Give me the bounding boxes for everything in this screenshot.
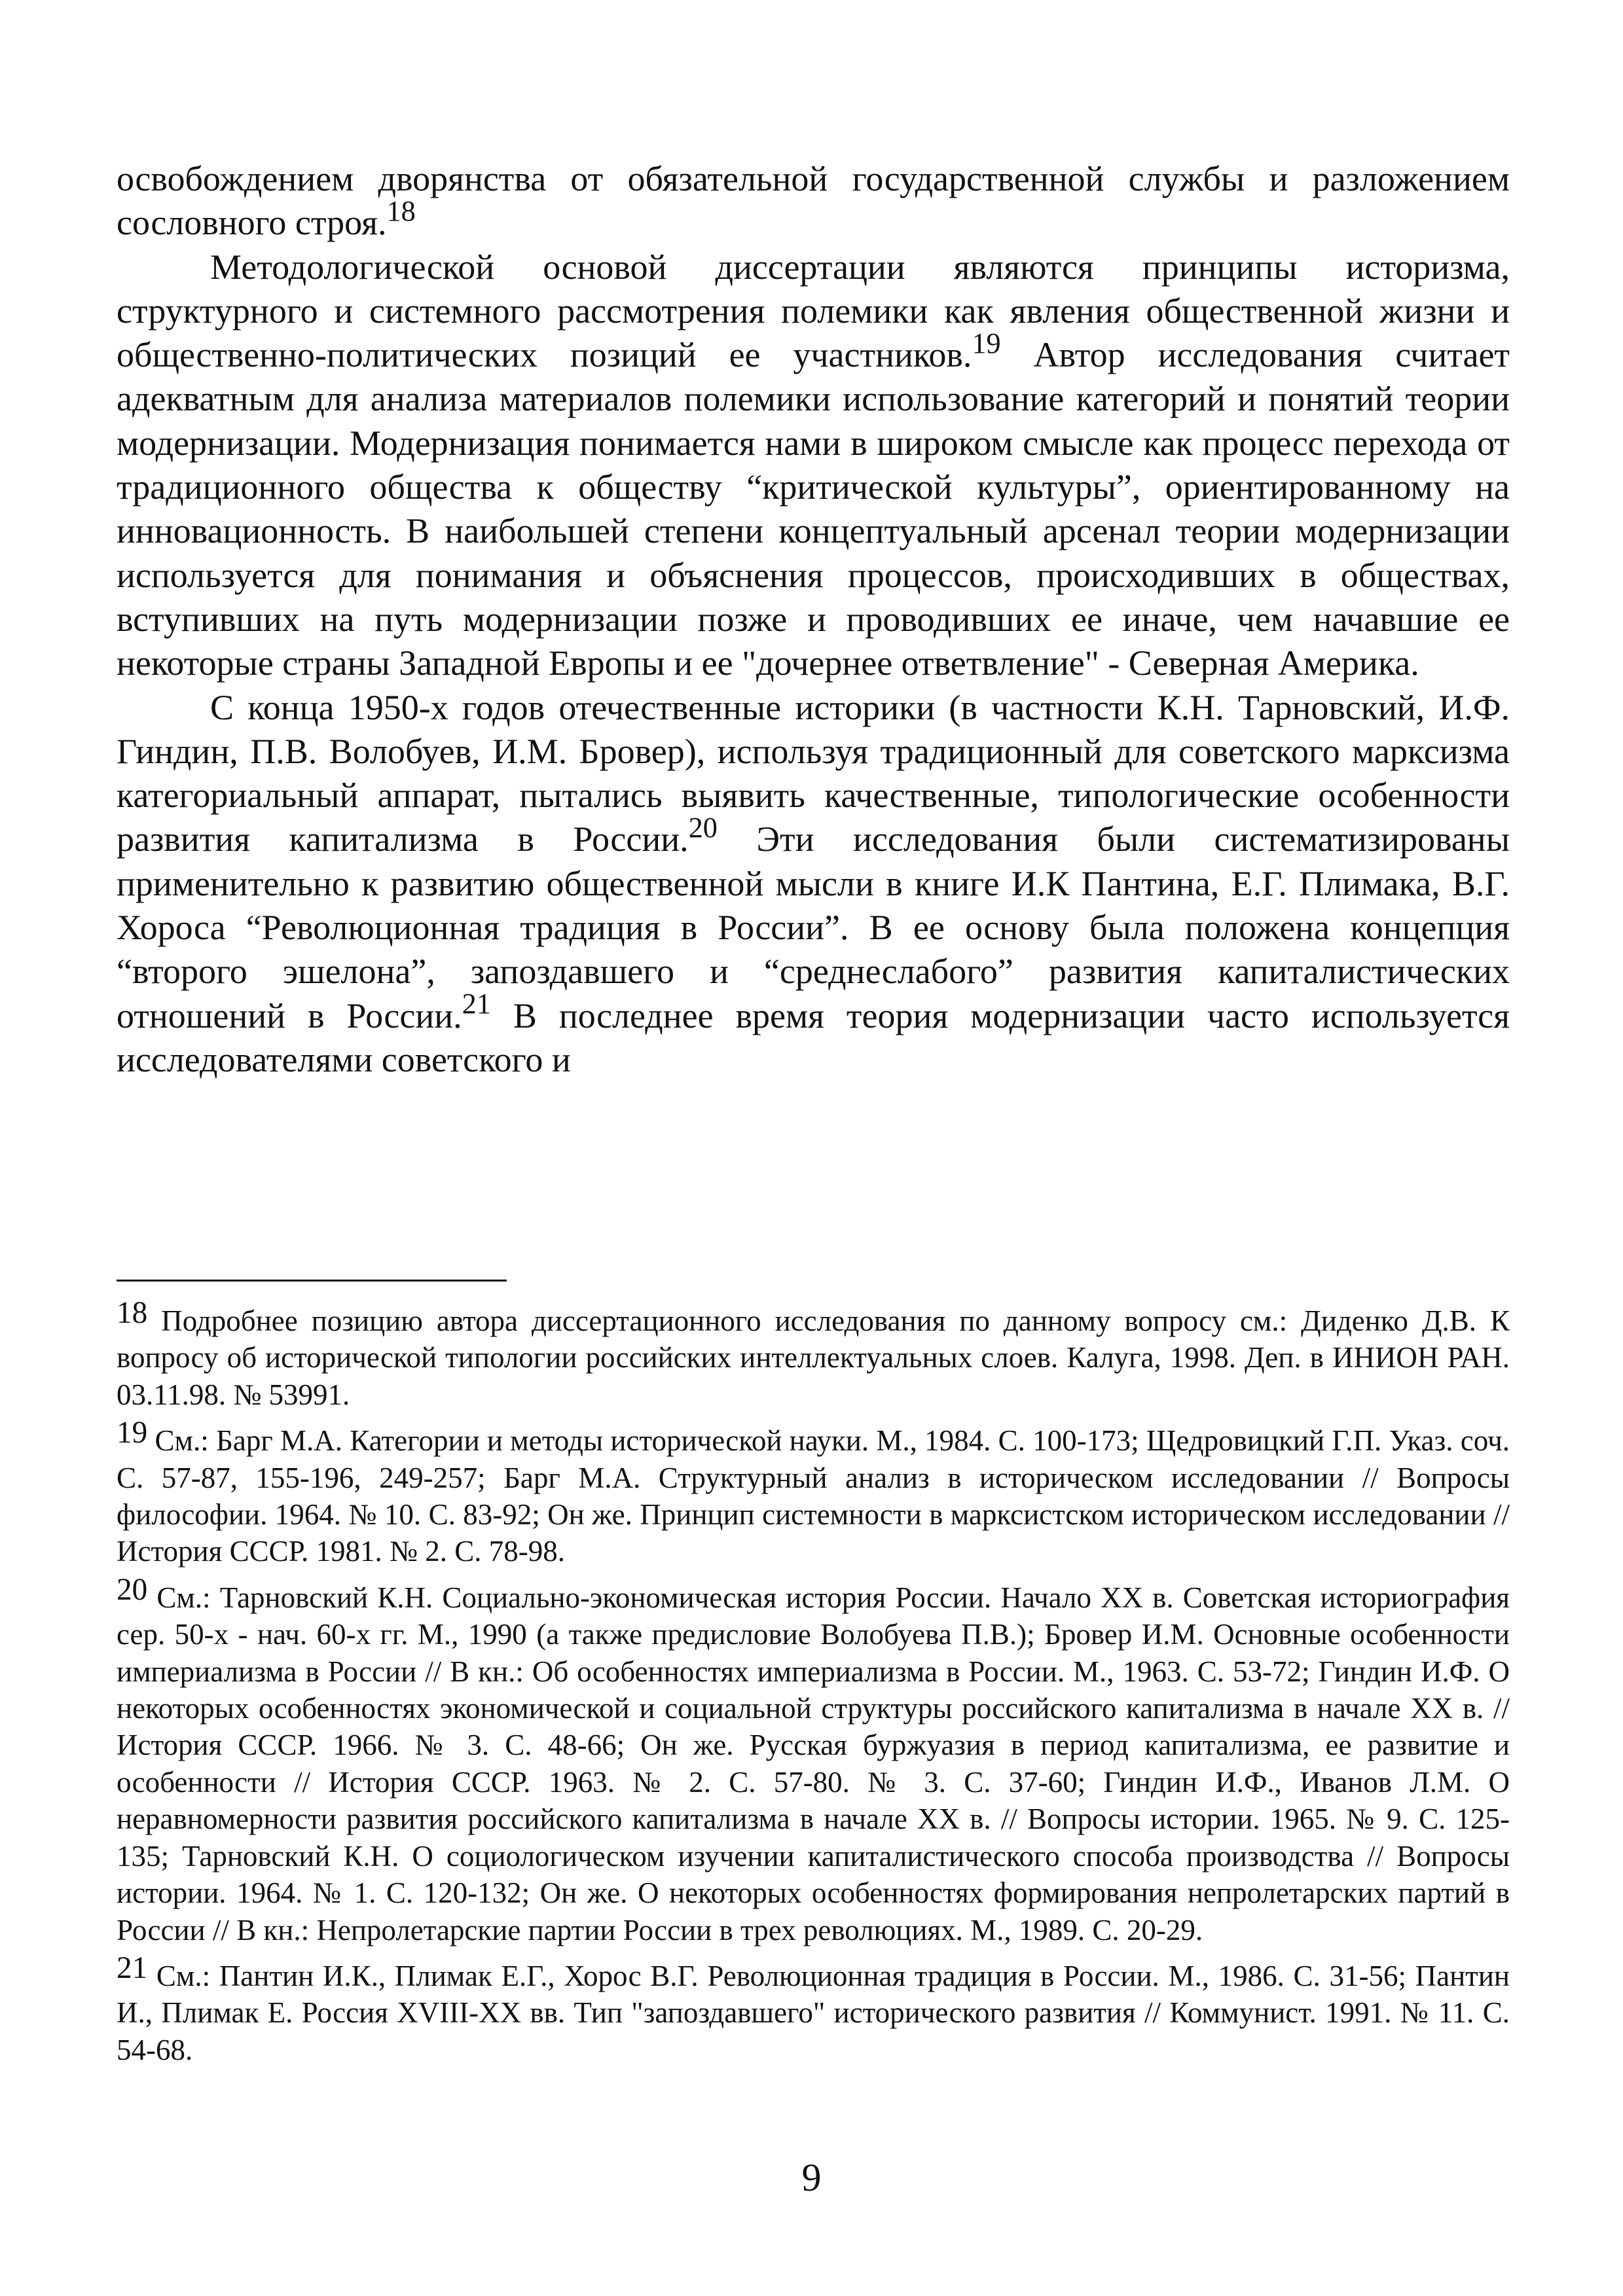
footnote-20: [117, 1572, 1510, 1948]
paragraph-1-text: освобождением дворянства от обязательной государственной службы и разложением сословного строя.: [117, 159, 1510, 243]
page-number: 9: [801, 2156, 822, 2199]
footnote-text: См.: Тарновский К.Н. Социально-экономическая история России. Начало XX в. Советская историография сер. 50-х - нач. 60-х гг. М., 1990 (а также предисловие Волобуева П.В.); Бровер И.М. Основные особенности империализма в России // В кн.: Об особенностях империализма в России. М., 1963. С. 53-72; Гиндин И.Ф. О некоторых особенностях экономической и социальной структуры российского капитализма в начале XX в. // История СССР. 1966. № 3. С. 48-66; Он же. Русская буржуазия в период капитализма, ее развитие и особенности // История СССР. 1963. № 2. С. 57-80. № 3. С. 37-60; Гиндин И.Ф., Иванов Л.М. О неравномерности развития российского капитализма в начале XX в. // Вопросы истории. 1965. № 9. С. 125-135; Тарновский К.Н. О социологическом изучении капиталистического способа производства // Вопросы истории. 1964. № 1. С. 120-132; Он же. О некоторых особенностях формирования непролетарских партий в России // В кн.: Непролетарские партии России в трех революциях. М., 1989. С. 20-29.: [117, 1581, 1510, 1946]
footnote-ref-19[interactable]: 19: [972, 327, 1001, 359]
paragraph-3-text-a: С конца 1950-х годов отечественные историки (в частности К.Н. Тарновский, И.Ф. Гиндин, П.В. Волобуев, И.М. Бровер), используя традиционный для советского марксизма категориальный аппарат, пытались выявить качественные, типологические особенности развития капитализма в России.: [117, 687, 1510, 859]
paragraph-3-text-b: Эти исследования были систематизированы применительно к развитию общественной мысли в книге И.К Пантина, Е.Г. Плимака, В.Г. Хороса “Революционная традиция в России”. В ее основу была положена концепция “второго эшелона”, запоздавшего и “среднеслабого” развития капиталистических отношений в России.: [117, 819, 1510, 1035]
footnote-number: 18: [117, 1295, 148, 1330]
footnotes: [117, 1295, 1510, 2077]
footnote-text: См.: Пантин И.К., Плимак Е.Г., Хорос В.Г. Революционная традиция в России. М., 1986. С. 31-56; Пантин И., Плимак Е. Россия XVIII-XX вв. Тип "запоздавшего" исторического развития // Коммунист. 1991. № 11. С. 54-68.: [117, 1959, 1510, 2066]
paragraph-2: [117, 245, 1510, 686]
footnote-ref-18[interactable]: 18: [386, 195, 416, 228]
paragraph-2-text-b: Автор исследования считает адекватным для анализа материалов полемики использование категорий и понятий теории модернизации. Модернизация понимается нами в широком смысле как процесс перехода от традиционного общества к обществу “критической культуры”, ориентированному на инновационность. В наибольшей степени концептуальный арсенал теории модернизации используется для понимания и объяснения процессов, происходивших в обществах, вступивших на путь модернизации позже и проводивших ее иначе, чем начавшие ее некоторые страны Западной Европы и ее "дочернее ответвление" - Северная Америка.: [117, 335, 1510, 683]
footnote-21: [117, 1950, 1510, 2068]
footnote-separator: [117, 1280, 507, 1282]
paragraph-3-text-c: В последнее время теория модернизации часто используется исследователями советского и: [117, 996, 1510, 1079]
footnote-text: См.: Барг М.А. Категории и методы исторической науки. М., 1984. С. 100-173; Щедровицкий Г.П. Указ. соч. С. 57-87, 155-196, 249-257; Барг М.А. Структурный анализ в историческом исследовании // Вопросы философии. 1964. № 10. С. 83-92; Он же. Принцип системности в марксистском историческом исследовании // История СССР. 1981. № 2. С. 78-98.: [117, 1424, 1510, 1568]
paragraph-3: [117, 686, 1510, 1083]
main-text: [117, 157, 1510, 1082]
footnote-19: [117, 1415, 1510, 1570]
paragraph-2-text-a: Методологической основой диссертации являются принципы историзма, структурного и системного рассмотрения полемики как явления общественной жизни и общественно-политических позиций ее участников.: [117, 247, 1510, 375]
paragraph-1: [117, 157, 1510, 245]
footnote-ref-21[interactable]: 21: [462, 988, 491, 1020]
footnote-ref-20[interactable]: 20: [688, 812, 718, 844]
footnote-text: Подробнее позицию автора диссертационного исследования по данному вопросу см.: Диденко Д.В. К вопросу об исторической типологии российских интеллектуальных слоев. Калуга, 1998. Деп. в ИНИОН РАН. 03.11.98. № 53991.: [117, 1304, 1510, 1411]
footnote-number: 21: [117, 1950, 148, 1985]
footnote-18: [117, 1295, 1510, 1413]
footnote-number: 20: [117, 1572, 148, 1607]
footnote-number: 19: [117, 1415, 148, 1450]
